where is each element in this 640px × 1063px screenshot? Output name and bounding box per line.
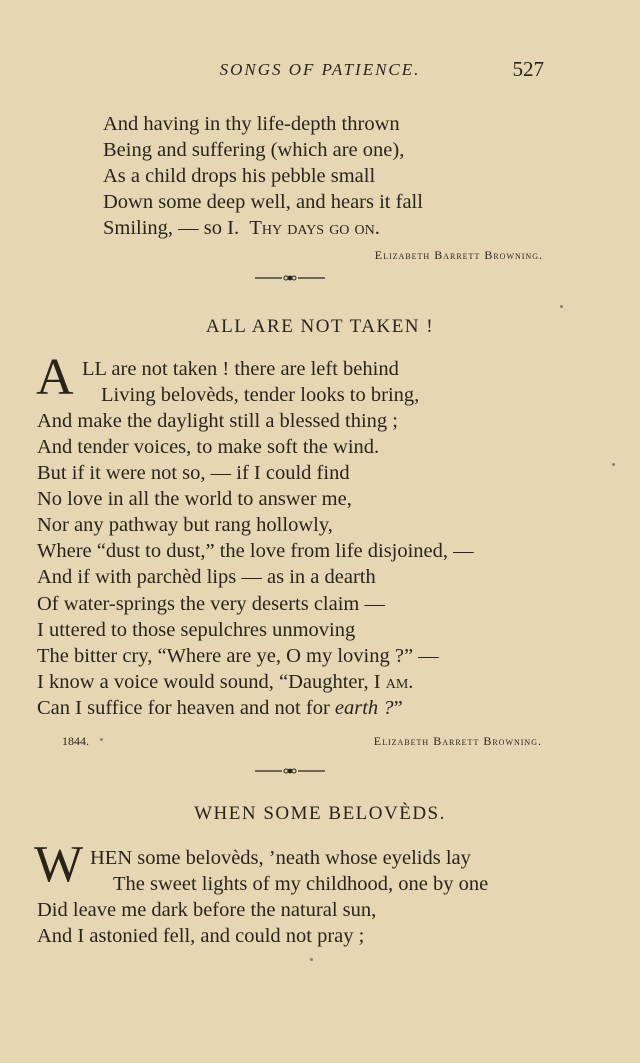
paper-speck xyxy=(612,463,615,466)
poem-line: Nor any pathway but rang hollowly, xyxy=(37,514,333,536)
poem-line: And tender voices, to make soft the wind. xyxy=(37,436,380,458)
ornament-divider xyxy=(255,766,325,776)
poem-line xyxy=(37,672,413,693)
poem-line-smallcaps: am. xyxy=(385,671,414,693)
poem-line xyxy=(37,698,403,719)
page-number: 527 xyxy=(512,57,544,81)
poem-line: And make the daylight still a blessed thing ; xyxy=(37,410,398,432)
poem-line-text: I know a voice would sound, “Daughter, I xyxy=(37,671,381,693)
drop-cap: W xyxy=(34,836,84,893)
poem-line-text: Smiling, — so I. xyxy=(103,217,240,239)
poem-title: WHEN SOME BELOVÈDS. xyxy=(194,803,446,824)
paper-speck xyxy=(560,305,563,308)
paper-speck xyxy=(100,738,103,741)
author-attribution: Elizabeth Barrett Browning. xyxy=(374,248,543,262)
poem-title: ALL ARE NOT TAKEN ! xyxy=(205,316,435,337)
poem-line: Living belovèds, tender looks to bring, xyxy=(101,384,420,406)
poem-line-smallcaps: Thy days go on. xyxy=(249,217,380,239)
poem-line-text: Can I suffice for heaven and not for xyxy=(37,697,330,719)
poem-line-italic: earth ? xyxy=(334,697,394,719)
running-title: SONGS OF PATIENCE. xyxy=(219,60,421,79)
ornament-divider xyxy=(255,273,325,283)
poem-line: HEN some belovèds, ’neath whose eyelids lay xyxy=(90,847,471,869)
poem-line xyxy=(103,218,380,239)
poem-line: Being and suffering (which are one), xyxy=(103,139,405,161)
poem-line: But if it were not so, — if I could find xyxy=(37,462,350,484)
poem-line: As a child drops his pebble small xyxy=(103,165,376,187)
poem-line: The sweet lights of my childhood, one by one xyxy=(113,873,489,895)
poem-year: 1844. xyxy=(62,734,89,748)
poem-line: And having in thy life-depth thrown xyxy=(103,113,400,135)
poem-line: And I astonied fell, and could not pray ; xyxy=(37,925,365,947)
poem-line: The bitter cry, “Where are ye, O my loving ?” — xyxy=(37,645,439,667)
poem-line: I uttered to those sepulchres unmoving xyxy=(37,619,356,641)
paper-speck xyxy=(310,958,313,961)
author-attribution: Elizabeth Barrett Browning. xyxy=(373,734,542,748)
poem-line: And if with parchèd lips — as in a dearth xyxy=(37,566,376,588)
poem-line: Of water-springs the very deserts claim — xyxy=(37,593,385,615)
poem-line-text: ” xyxy=(393,697,403,719)
poem-line: Where “dust to dust,” the love from life disjoined, — xyxy=(37,540,474,562)
poem-line: Did leave me dark before the natural sun, xyxy=(37,899,377,921)
poem-line: LL are not taken ! there are left behind xyxy=(82,358,399,380)
poem-line: No love in all the world to answer me, xyxy=(37,488,352,510)
poem-line: Down some deep well, and hears it fall xyxy=(103,191,423,213)
drop-cap: A xyxy=(36,349,74,406)
